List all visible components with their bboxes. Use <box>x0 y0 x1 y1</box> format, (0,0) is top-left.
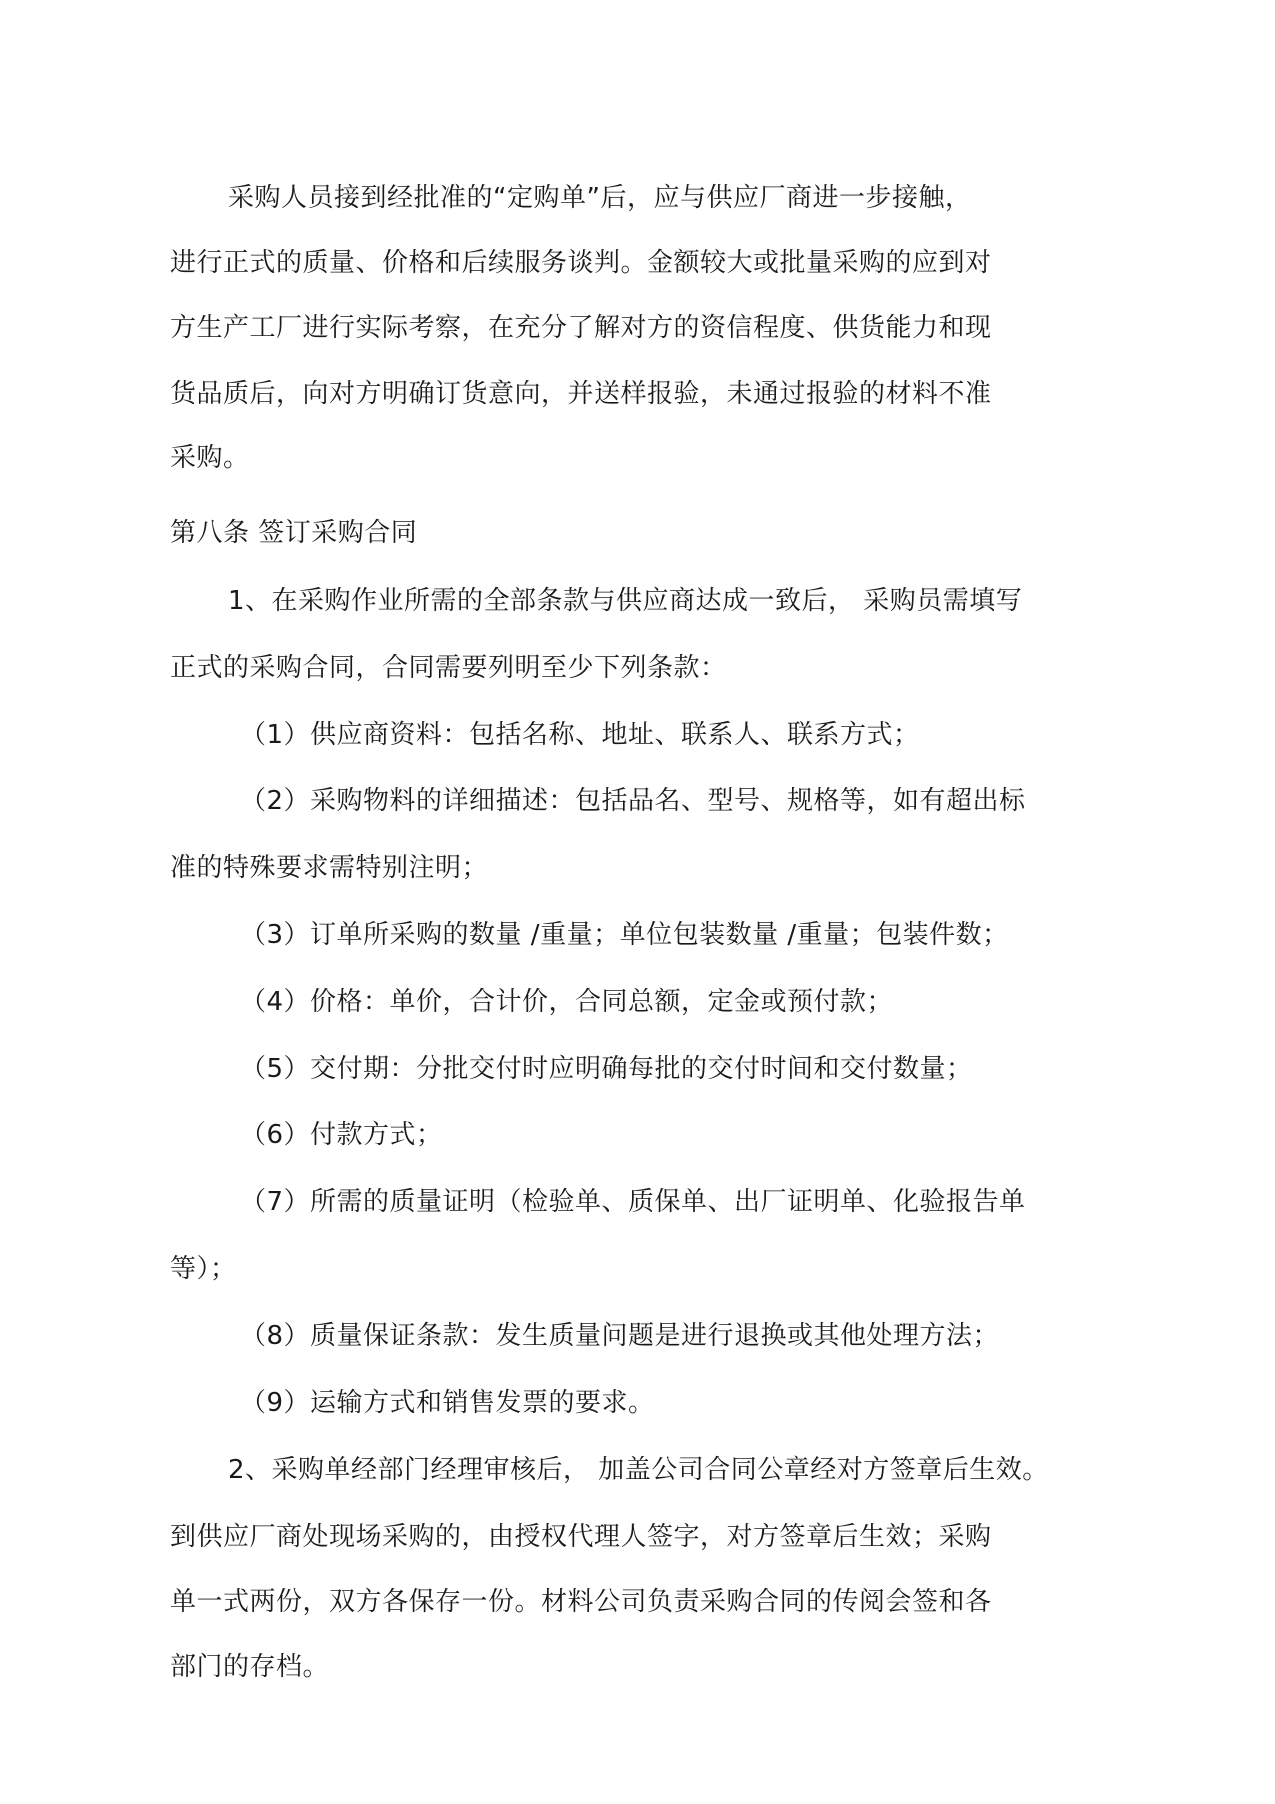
item2-line2: 到供应厂商处现场采购的，由授权代理人签字，对方签章后生效；采购 <box>170 1522 992 1552</box>
para1-line4: 货品质后，向对方明确订货意向，并送样报验，未通过报验的材料不准 <box>170 379 992 409</box>
para1-line2: 进行正式的质量、价格和后续服务谈判。金额较大或批量采购的应到对 <box>170 248 992 278</box>
clause-3: （3）订单所采购的数量 /重量；单位包装数量 /重量；包装件数； <box>240 920 1009 950</box>
item1-line1: 1、在采购作业所需的全部条款与供应商达成一致后， 采购员需填写 <box>228 586 1023 616</box>
article-heading: 第八条 签订采购合同 <box>170 518 418 548</box>
item1-line2: 正式的采购合同，合同需要列明至少下列条款： <box>170 653 727 683</box>
clause-2-line1: （2）采购物料的详细描述：包括品名、型号、规格等，如有超出标 <box>240 786 1026 816</box>
item2-line3: 单一式两份，双方各保存一份。材料公司负责采购合同的传阅会签和各 <box>170 1587 992 1617</box>
clause-5: （5）交付期：分批交付时应明确每批的交付时间和交付数量； <box>240 1054 973 1084</box>
item2-line4: 部门的存档。 <box>170 1652 330 1682</box>
para1-line1: 采购人员接到经批准的“定购单”后，应与供应厂商进一步接触， <box>228 183 972 213</box>
clause-7-line2: 等）； <box>170 1254 237 1284</box>
clause-4: （4）价格：单价，合计价，合同总额，定金或预付款； <box>240 987 894 1017</box>
clause-8: （8）质量保证条款：发生质量问题是进行退换或其他处理方法； <box>240 1321 1000 1351</box>
clause-1: （1）供应商资料：包括名称、地址、联系人、联系方式； <box>240 720 920 750</box>
clause-2-line2: 准的特殊要求需特别注明； <box>170 853 489 883</box>
clause-9: （9）运输方式和销售发票的要求。 <box>240 1388 655 1418</box>
para1-line3: 方生产工厂进行实际考察，在充分了解对方的资信程度、供货能力和现 <box>170 313 992 343</box>
clause-7-line1: （7）所需的质量证明（检验单、质保单、出厂证明单、化验报告单 <box>240 1187 1026 1217</box>
para1-line5: 采购。 <box>170 443 250 473</box>
item2-line1: 2、采购单经部门经理审核后， 加盖公司合同公章经对方签章后生效。 <box>228 1455 1049 1485</box>
clause-6: （6）付款方式； <box>240 1120 443 1150</box>
